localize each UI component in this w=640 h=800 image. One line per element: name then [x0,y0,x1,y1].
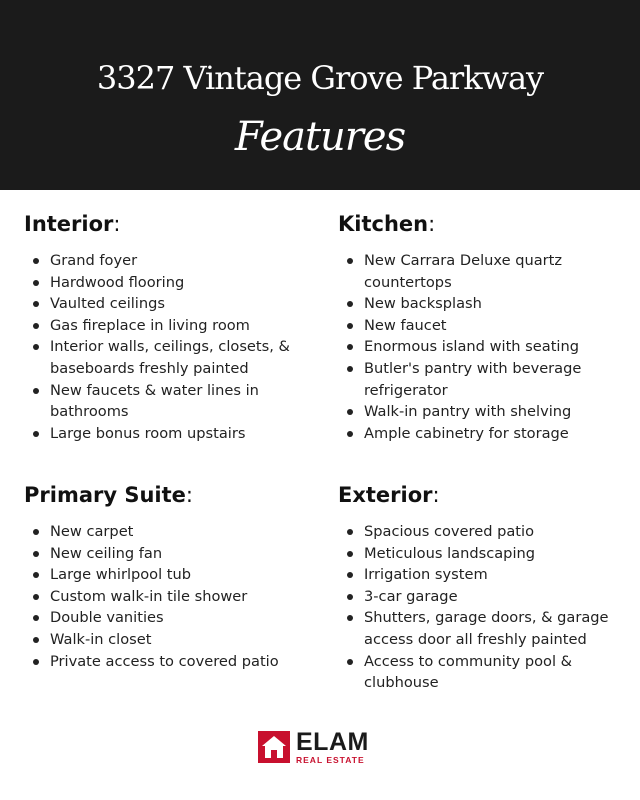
list-item: Irrigation system [338,564,628,586]
list-item: New ceiling fan [24,543,314,565]
section-title: Interior: [24,212,121,236]
section-title: Kitchen: [338,212,436,236]
list-item: Walk-in pantry with shelving [338,401,628,423]
list-item: Ample cabinetry for storage [338,423,628,445]
list-item: Custom walk-in tile shower [24,586,314,608]
section-title: Primary Suite: [24,483,193,507]
list-item: New Carrara Deluxe quartz countertops [338,250,628,293]
feature-list [338,521,628,694]
section-interior [24,210,314,444]
company-logo [258,727,369,765]
list-item: Walk-in closet [24,629,314,651]
list-item: Interior walls, ceilings, closets, & baseboards freshly painted [24,336,314,379]
list-item: Private access to covered patio [24,651,314,673]
property-address: 3327 Vintage Grove Parkway [96,59,544,97]
page-subtitle: Features [234,114,406,160]
list-item: New faucet [338,315,628,337]
feature-list [24,250,314,444]
list-item: Gas fireplace in living room [24,315,314,337]
list-item: Butler's pantry with beverage refrigerator [338,358,628,401]
logo-brand: ELAM [296,727,369,756]
section-title: Exterior: [338,483,440,507]
list-item: Spacious covered patio [338,521,628,543]
feature-list [24,521,314,672]
list-item: 3-car garage [338,586,628,608]
list-item: Shutters, garage doors, & garage access door all freshly painted [338,607,628,650]
list-item: Vaulted ceilings [24,293,314,315]
logo-tagline: REAL ESTATE [296,754,365,765]
list-item: Grand foyer [24,250,314,272]
header-banner [0,0,640,190]
list-item: Large whirlpool tub [24,564,314,586]
list-item: Large bonus room upstairs [24,423,314,445]
list-item: Meticulous landscaping [338,543,628,565]
house-logo-icon [258,731,290,763]
feature-list [338,250,628,444]
list-item: Double vanities [24,607,314,629]
list-item: New backsplash [338,293,628,315]
list-item: Enormous island with seating [338,336,628,358]
list-item: New carpet [24,521,314,543]
list-item: New faucets & water lines in bathrooms [24,380,314,423]
section-kitchen [338,210,628,444]
list-item: Hardwood flooring [24,272,314,294]
list-item: Access to community pool & clubhouse [338,651,628,694]
section-primary-suite [24,481,314,672]
section-exterior [338,481,628,694]
